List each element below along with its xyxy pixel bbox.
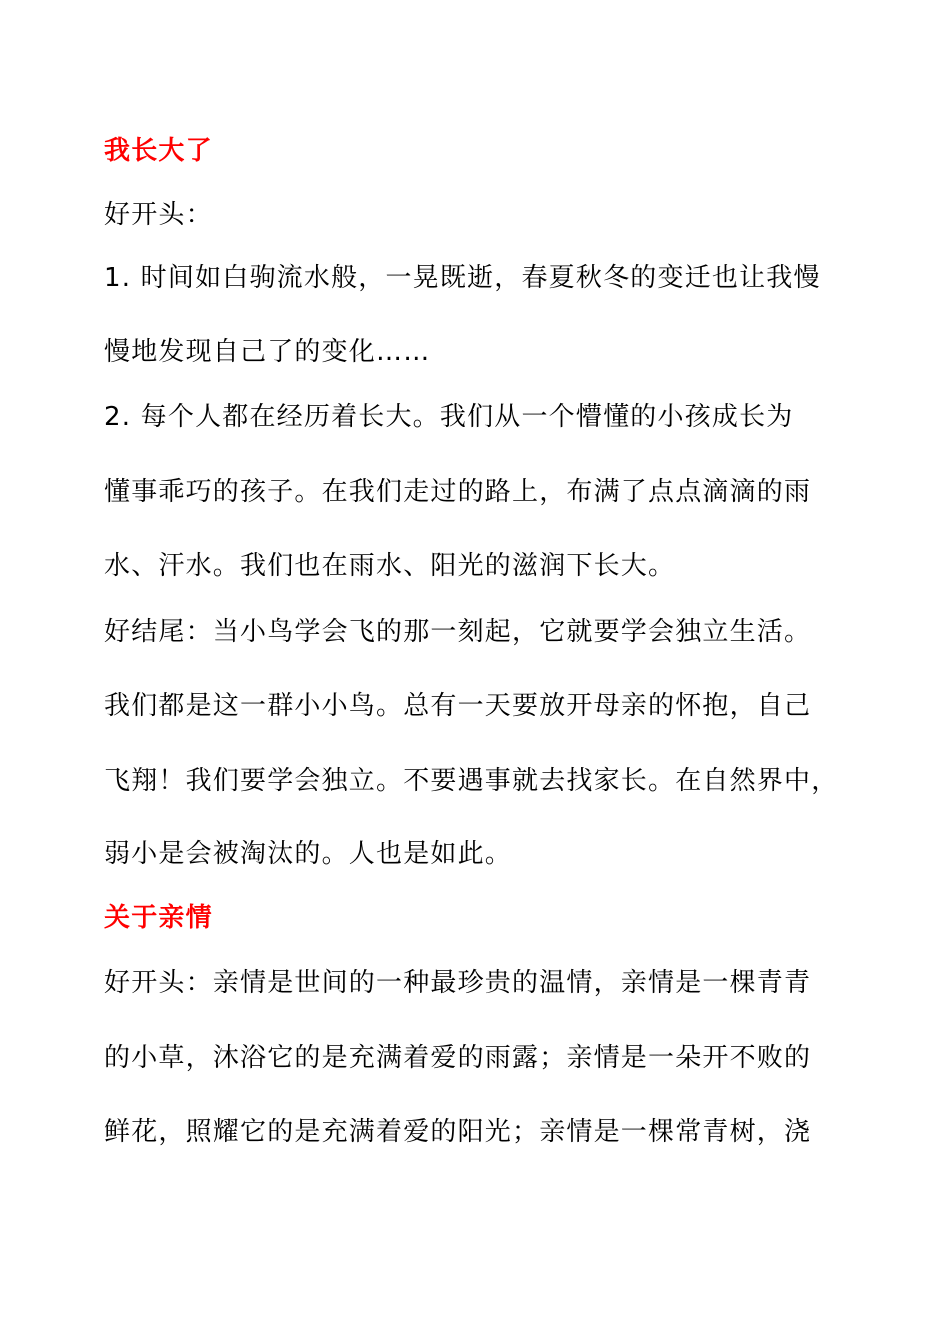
section-heading-growing-up: 我长大了: [104, 136, 213, 166]
paragraph-line: 好开头：亲情是世间的一种最珍贵的温情，亲情是一棵青青: [104, 968, 812, 998]
paragraph-line: 鲜花，照耀它的是充满着爱的阳光；亲情是一棵常青树，浇: [104, 1117, 812, 1147]
paragraph-line: 2. 每个人都在经历着长大。我们从一个懵懂的小孩成长为: [104, 402, 794, 432]
paragraph-line: 1. 时间如白驹流水般，一晃既逝，春夏秋冬的变迁也让我慢: [104, 263, 821, 293]
paragraph-line: 水、汗水。我们也在雨水、阳光的滋润下长大。: [104, 551, 676, 581]
paragraph-line: 好结尾：当小鸟学会飞的那一刻起，它就要学会独立生活。: [104, 617, 812, 647]
paragraph-line: 好开头：: [104, 200, 213, 230]
paragraph-line: 的小草，沐浴它的是充满着爱的雨露；亲情是一朵开不败的: [104, 1043, 812, 1073]
section-heading-family-love: 关于亲情: [104, 903, 213, 933]
paragraph-line: 飞翔！我们要学会独立。不要遇事就去找家长。在自然界中，: [104, 766, 839, 796]
paragraph-line: 弱小是会被淘汰的。人也是如此。: [104, 839, 513, 869]
paragraph-line: 慢地发现自己了的变化……: [104, 337, 431, 367]
paragraph-line: 我们都是这一群小小鸟。总有一天要放开母亲的怀抱，自己: [104, 691, 812, 721]
paragraph-line: 懂事乖巧的孩子。在我们走过的路上，布满了点点滴滴的雨: [104, 477, 812, 507]
